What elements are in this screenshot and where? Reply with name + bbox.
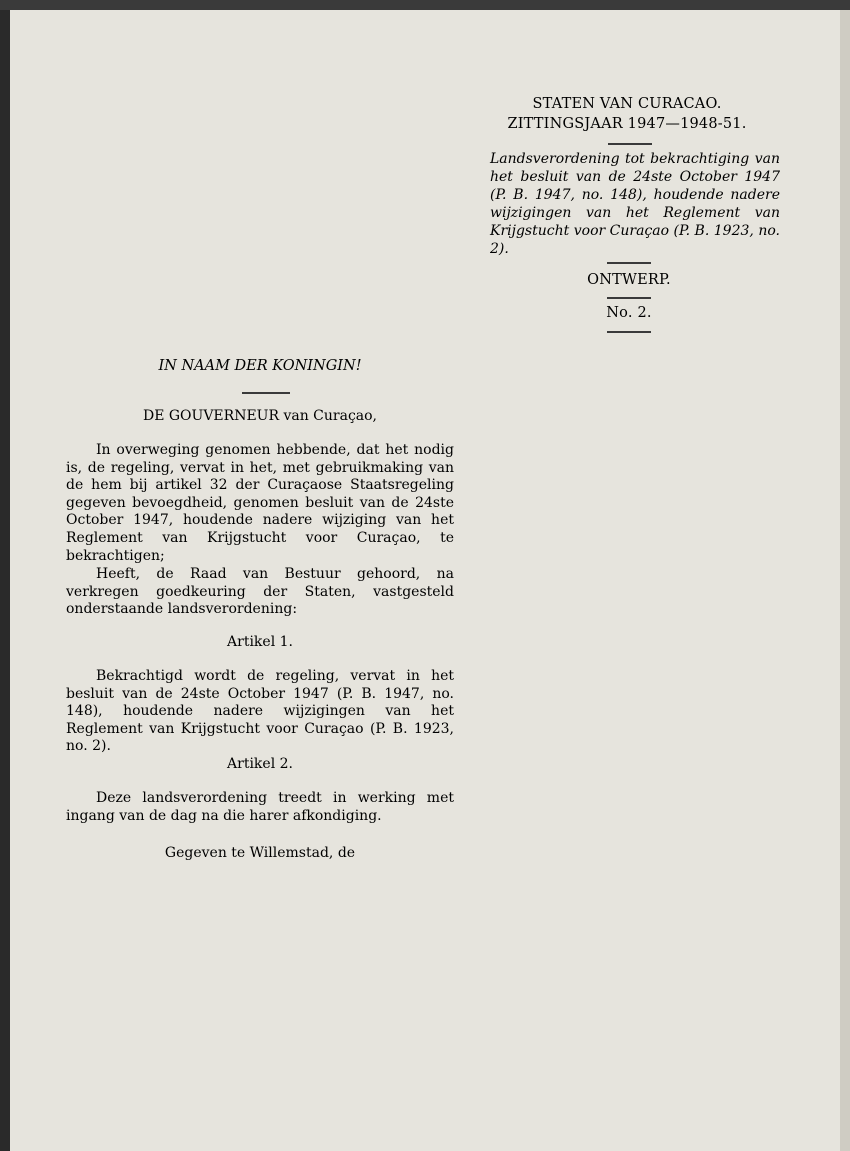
article-2-heading: Artikel 2. xyxy=(227,756,293,772)
closing-line: Gegeven te Willemstad, de xyxy=(164,845,356,861)
preamble-paragraph: In overweging genomen hebbende, dat het nodig is, de regeling, vervat in het, met gebruikmaking van de hem bij artikel 32 der Curaçaose Staatsregeling gegeven bevoegdheid, genomen besluit van de 24ste October 1947, houdende nadere wijziging van het Reglement van Krijgstucht voor Curaçao, te bekrachtigen; xyxy=(66,442,454,564)
subject-divider xyxy=(607,262,651,264)
governor-line: DE GOUVERNEUR van Curaçao, xyxy=(142,408,378,424)
article-1-text: Bekrachtigd wordt de regeling, vervat in het besluit van de 24ste October 1947 (P. B. 1947, no. 148), houdende nadere wijzigingen van het Reglement van Krijgstucht voor Curaçao (P. B. 1923, no. 2). xyxy=(66,668,454,755)
status-label: ONTWERP. xyxy=(587,272,671,288)
invocation: IN NAAM DER KONINGIN! xyxy=(158,358,362,374)
scan-top-border xyxy=(0,0,850,10)
article-2-text: Deze landsverordening treedt in werking met ingang van de dag na die harer afkondiging. xyxy=(66,790,454,824)
header-session: ZITTINGSJAAR 1947—1948-51. xyxy=(507,116,747,132)
subject-description: Landsverordening tot bekrachtiging van het besluit van de 24ste October 1947 (P. B. 1947, no. 148), houdende nadere wijzigingen van het Reglement van Krijgstucht voor Curaçao (P. B. 1923, no. 2). xyxy=(490,151,780,257)
invocation-divider xyxy=(242,392,290,394)
header-title: STATEN VAN CURACAO. xyxy=(532,96,722,112)
status-divider xyxy=(607,297,651,299)
header-divider xyxy=(608,143,652,145)
enactment-paragraph: Heeft, de Raad van Bestuur gehoord, na verkregen goedkeuring der Staten, vastgesteld onderstaande landsverordening: xyxy=(66,566,454,618)
article-1-heading: Artikel 1. xyxy=(227,634,293,650)
number-divider xyxy=(607,331,651,333)
document-number: No. 2. xyxy=(606,305,652,321)
scan-right-border xyxy=(840,10,850,1151)
